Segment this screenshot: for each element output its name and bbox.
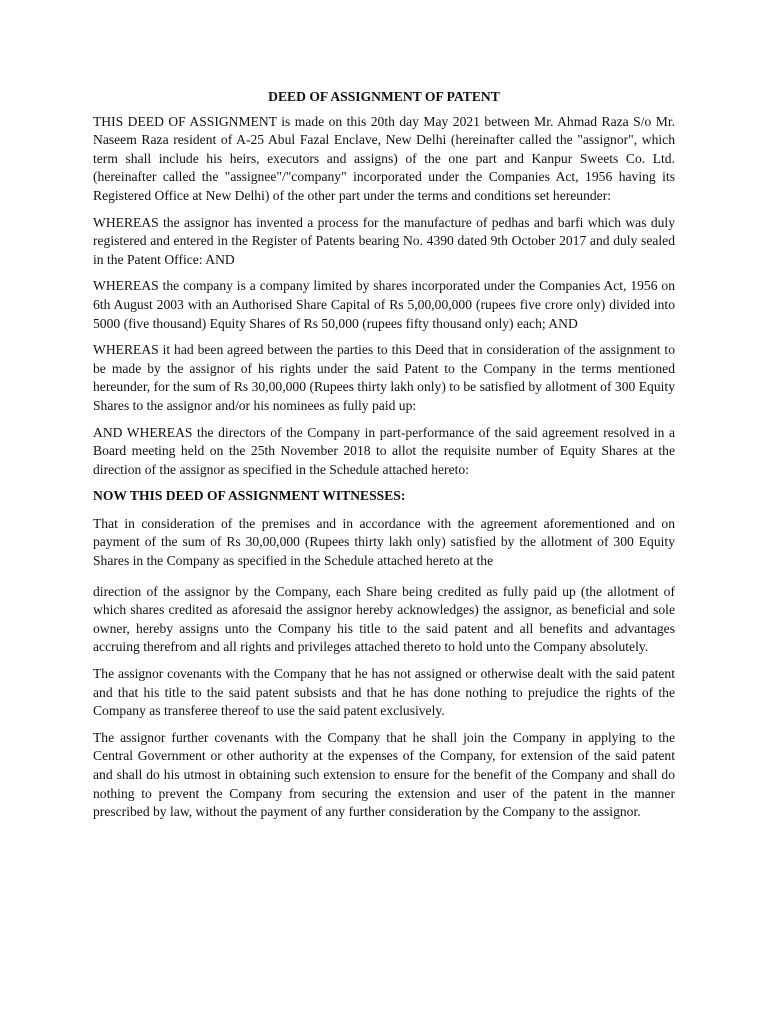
whereas-directors-paragraph: AND WHEREAS the directors of the Company in part-performance of the said agreement resolved in a Board meeting held on the 25th November 2018 to allot the requisite number of Equity Shares at the direction of the assignor as specified in the Schedule attached hereto:: [93, 424, 675, 477]
consideration-paragraph: That in consideration of the premises and in accordance with the agreement aforementioned and on payment of the sum of Rs 30,00,000 (Rupees thirty lakh only) satisfied by the allotment of 300 Equity Shares in the Company as specified in the Schedule attached hereto at the: [93, 515, 675, 569]
whereas-invention-paragraph: WHEREAS the assignor has invented a process for the manufacture of pedhas and barfi which was duly registered and entered in the Register of Patents bearing No. 4390 dated 9th October 2017 and duly sealed in the Patent Office: AND: [93, 214, 675, 267]
witness-heading: NOW THIS DEED OF ASSIGNMENT WITNESSES:: [93, 488, 406, 504]
covenant-title-paragraph: The assignor covenants with the Company that he has not assigned or otherwise dealt with the said patent and that his title to the said patent subsists and that he has done nothing to prejudice the rights of the Company as transferee thereof to use the said patent exclusively.: [93, 666, 675, 719]
covenant-extension-paragraph: The assignor further covenants with the Company that he shall join the Company in applying to the Central Government or other authority at the expenses of the Company, for extension of the said patent and shall do his utmost in obtaining such extension to ensure for the benefit of the Company and shall do nothing to prevent the Company from securing the extension and user of the patent in the manner prescribed by law, without the payment of any further consideration by the Company to the assignor.: [93, 729, 675, 820]
document-title: DEED OF ASSIGNMENT OF PATENT: [268, 89, 500, 104]
assignment-paragraph: direction of the assignor by the Company, each Share being credited as fully paid up (the allotment of which shares credited as aforesaid the assignor hereby acknowledges) the assignor, as beneficial and sole owner, hereby assigns unto the Company his title to the said patent and all benefits and advantages accruing therefrom and all rights and privileges attached thereto to hold unto the Company absolutely.: [93, 583, 675, 655]
whereas-company-paragraph: WHEREAS the company is a company limited by shares incorporated under the Companies Act, 1956 on 6th August 2003 with an Authorised Share Capital of Rs 5,00,00,000 (rupees five crore only) divided into 5000 (five thousand) Equity Shares of Rs 50,000 (rupees fifty thousand only) each; AND: [93, 278, 675, 331]
whereas-agreement-paragraph: WHEREAS it had been agreed between the parties to this Deed that in consideration of the assignment to be made by the assignor of his rights under the said Patent to the Company in the terms mentioned hereunder, for the sum of Rs 30,00,000 (Rupees thirty lakh only) to be satisfied by allotment of 300 Equity Shares to the assignor and/or his nominees as fully paid up:: [93, 342, 675, 413]
document-page: [93, 88, 675, 830]
deed-intro-paragraph: THIS DEED OF ASSIGNMENT is made on this 20th day May 2021 between Mr. Ahmad Raza S/o Mr. Naseem Raza resident of A-25 Abul Fazal Enclave, New Delhi (hereinafter called the "assignor", which term shall include his heirs, executors and assigns) of the one part and Kanpur Sweets Co. Ltd. (hereinafter called the "assignee"/"company" incorporated under the Companies Act, 1956 having its Registered Office at New Delhi) of the other part under the terms and conditions set hereunder:: [93, 113, 675, 203]
